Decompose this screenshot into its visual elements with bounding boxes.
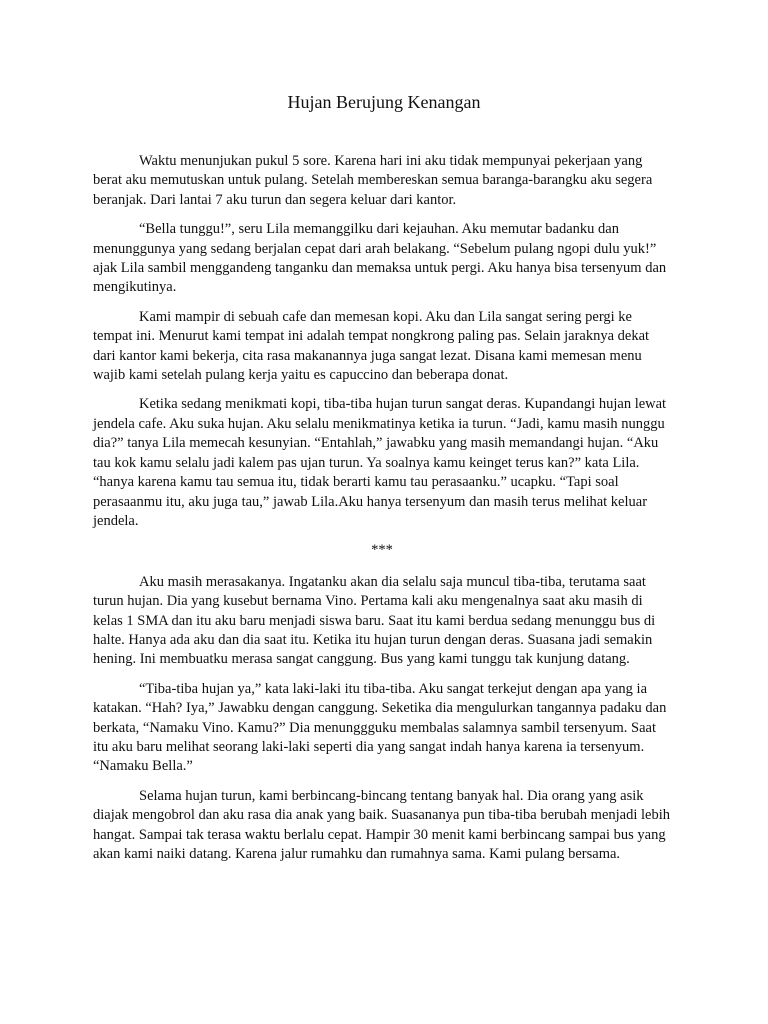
paragraph: Waktu menunjukan pukul 5 sore. Karena hari ini aku tidak mempunyai pekerjaan yang berat aku memutuskan untuk pulang. Setelah membereskan semua baranga-barangku aku segera beranjak. Dari lantai 7 aku turun dan segera keluar dari kantor.	[93, 153, 653, 208]
paragraph: Selama hujan turun, kami berbincang-bincang tentang banyak hal. Dia orang yang asik diajak mengobrol dan aku rasa dia anak yang baik. Suasananya pun tiba-tiba berubah menjadi lebih hangat. Sampai tak terasa waktu berlalu cepat. Hampir 30 menit kami berbincang sampai bus yang akan kami naiki datang. Karena jalur rumahku dan rumahnya sama. Kami pulang bersama.	[93, 787, 670, 862]
paragraph: “Tiba-tiba hujan ya,” kata laki-laki itu tiba-tiba. Aku sangat terkejut dengan apa yang ia katakan. “Hah? Iya,” Jawabku dengan canggung. Seketika dia mengulurkan tangannya padaku dan berkata, “Namaku Vino. Kamu?” Dia menunggguku membalas salamnya sambil tersenyum. Saat itu aku baru melihat seorang laki-laki seperti dia yang sangat indah hanya karena ia tersenyum. “Namaku Bella.”	[93, 680, 667, 775]
paragraph: Kami mampir di sebuah cafe dan memesan kopi. Aku dan Lila sangat sering pergi ke tempat ini. Menurut kami tempat ini adalah tempat nongkrong paling pas. Selain jaraknya dekat dari kantor kami bekerja, cita rasa makanannya juga sangat lezat. Disana kami memesan menu wajib kami setelah pulang kerja yaitu es capuccino dan beberapa donat.	[93, 308, 650, 384]
paragraph: “Bella tunggu!”, seru Lila memanggilku dari kejauhan. Aku memutar badanku dan menunggunya yang sedang berjalan cepat dari arah belakang. “Sebelum pulang ngopi dulu yuk!” ajak Lila sambil menggandeng tanganku dan memaksa untuk pergi. Aku hanya bisa tersenyum dan mengikutinya.	[93, 221, 667, 296]
document-body	[93, 152, 671, 874]
section-separator: ***	[371, 542, 393, 559]
document-title: Hujan Berujung Kenangan	[287, 92, 481, 112]
paragraph: Aku masih merasakanya. Ingatanku akan dia selalu saja muncul tiba-tiba, terutama saat turun hujan. Dia yang kusebut bernama Vino. Pertama kali aku mengenalnya saat aku masih di kelas 1 SMA dan itu aku baru menjadi siswa baru. Saat itu kami berdua sedang menunggu bus di halte. Hanya ada aku dan dia saat itu. Ketika itu hujan turun dengan deras. Suasana jadi semakin hening. Ini membuatku merasa sangat canggung. Bus yang kami tunggu tak kunjung datang.	[93, 573, 656, 668]
paragraph: Ketika sedang menikmati kopi, tiba-tiba hujan turun sangat deras. Kupandangi hujan lewat jendela cafe. Aku suka hujan. Aku selalu menikmatinya ketika ia turun. “Jadi, kamu masih nunggu dia?” tanya Lila memecah kesunyian. “Entahlah,” jawabku yang masih memandangi hujan. “Aku tau kok kamu selalu jadi kalem pas ujan turun. Ya soalnya kamu keinget terus kan?” kata Lila. “hanya karena kamu tau semua itu, tidak berarti kamu tau perasaanku.” ucapku. “Tapi soal perasaanmu itu, aku juga tau,” jawab Lila.Aku hanya tersenyum dan masih terus melihat keluar jendela.	[93, 396, 667, 529]
